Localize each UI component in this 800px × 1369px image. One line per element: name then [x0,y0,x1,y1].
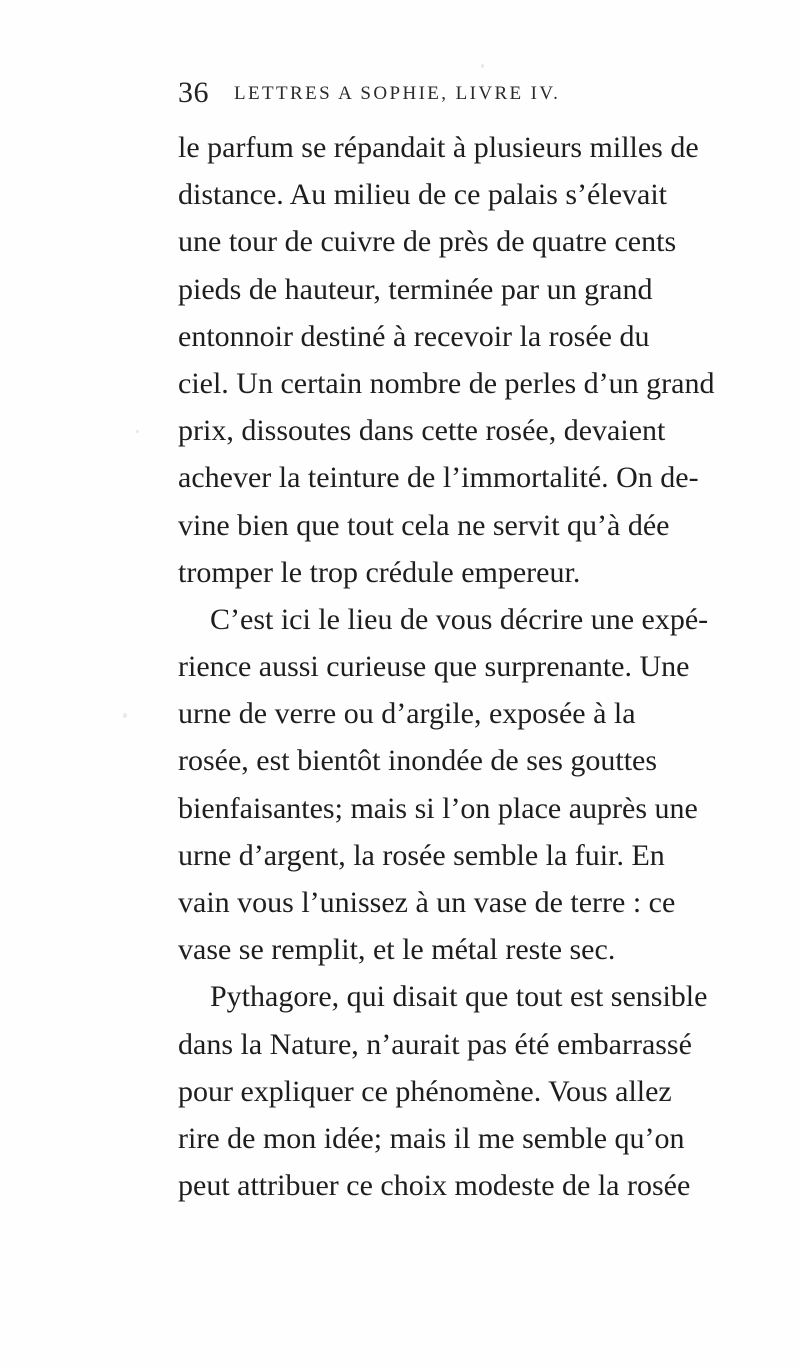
text-line: rire de mon idée; mais il me semble qu’on [178,1121,685,1155]
text-line: rosée, est bientôt inondée de ses gouttes [178,744,658,778]
text-line: une tour de cuivre de près de quatre cents [178,225,677,259]
paper-speck [481,64,484,68]
text-line: tromper le trop crédule empereur. [178,555,581,589]
text-line: pour expliquer ce phénomène. Vous allez [178,1074,672,1108]
page-number: 36 [178,76,209,109]
running-head: LETTRES A SOPHIE, LIVRE IV. [234,83,561,104]
text-line: entonnoir destiné à recevoir la rosée du [178,319,650,353]
paragraph-start-line: Pythagore, qui disait que tout est sensible [210,980,708,1014]
text-line: vine bien que tout cela ne servit qu’à dée [178,508,670,542]
text-line: vain vous l’unissez à un vase de terre : ce [178,886,676,919]
text-line: dans la Nature, n’aurait pas été embarrassé [178,1027,692,1061]
text-line: rience aussi curieuse que surprenante. Une [178,650,690,684]
paper-speck [136,430,139,433]
text-line: peut attribuer ce choix modeste de la rosée [178,1169,691,1203]
text-line: prix, dissoutes dans cette rosée, devaient [178,414,666,448]
text-line: ciel. Un certain nombre de perles d’un grand [178,366,715,400]
text-line: urne d’argent, la rosée semble la fuir. En [178,838,665,872]
text-line: vase se remplit, et le métal reste sec. [178,933,616,967]
text-line: bienfaisantes; mais si l’on place auprès une [178,791,698,825]
text-line: le parfum se répandait à plusieurs milles de [178,131,699,164]
text-line: achever la teinture de l’immortalité. On de- [178,461,699,495]
text-line: urne de verre ou d’argile, exposée à la [178,697,636,731]
paragraph-start-line: C’est ici le lieu de vous décrire une expé- [210,602,709,636]
page-header [178,76,738,116]
paper-speck [123,713,127,718]
body-text [178,124,778,1209]
text-line: distance. Au milieu de ce palais s’élevait [178,178,667,212]
text-line: pieds de hauteur, terminée par un grand [178,272,653,306]
